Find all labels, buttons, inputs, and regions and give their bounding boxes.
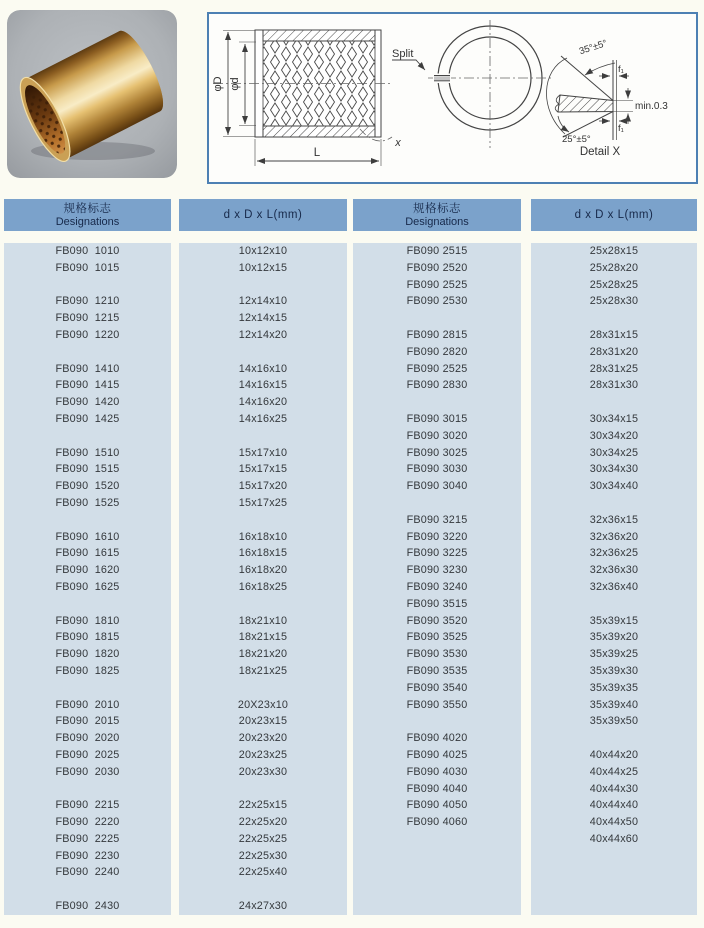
table-cell: FB090 2230 [55, 849, 120, 862]
table-cell: FB090 1810 [55, 614, 120, 627]
table-cell: 30x34x20 [589, 429, 639, 442]
table-cell: 15x17x15 [238, 463, 288, 476]
table-cell [353, 831, 521, 848]
table-cell: 40x44x25 [589, 765, 639, 778]
table-cell: FB090 1215 [55, 312, 120, 325]
header-en: Designations [55, 215, 120, 228]
table-cell: FB090 1425 [55, 412, 120, 425]
table-cell: FB090 4060 [406, 816, 468, 829]
table-cell: 18x21x25 [238, 664, 288, 677]
table-cell: 35x39x20 [589, 631, 639, 644]
column-header-designations-left [4, 199, 171, 231]
table-cell: FB090 2220 [55, 816, 120, 829]
table-cell: 30x34x40 [589, 480, 639, 493]
table-cell: FB090 3215 [406, 513, 468, 526]
table-cell: 22x25x25 [238, 832, 288, 845]
table-cell: 28x31x30 [589, 379, 639, 392]
table-cell: 14x16x25 [238, 412, 288, 425]
table-cell: FB090 2015 [55, 715, 120, 728]
table-cell: 20x23x30 [238, 765, 288, 778]
table-cell: FB090 2020 [55, 732, 120, 745]
column-header-designations-right [353, 199, 521, 231]
table-cell [179, 596, 347, 613]
table-cell [353, 713, 521, 730]
table-cell: 15x17x25 [238, 496, 288, 509]
table-column-designations-left [4, 243, 171, 915]
table-cell: FB090 2525 [406, 278, 468, 291]
table-cell: 25x28x30 [589, 295, 639, 308]
table-cell: 35x39x15 [589, 614, 639, 627]
table-cell [353, 881, 521, 898]
table-column-dimensions-right [531, 243, 697, 915]
table-cell: FB090 1220 [55, 328, 120, 341]
table-cell: 35x39x30 [589, 664, 639, 677]
detail-caption: Detail X [579, 146, 621, 158]
table-cell: FB090 3240 [406, 580, 468, 593]
length-label: L [313, 147, 321, 159]
table-cell [353, 394, 521, 411]
table-cell: FB090 3025 [406, 446, 468, 459]
table-cell: 16x18x20 [238, 564, 288, 577]
table-cell: 40x44x60 [589, 832, 639, 845]
table-cell: FB090 4020 [406, 732, 468, 745]
table-cell: 10x12x10 [238, 245, 288, 257]
table-cell: FB090 4040 [406, 782, 468, 795]
section-view [212, 30, 401, 166]
table-cell: FB090 1210 [55, 295, 120, 308]
min-depth-label: min.0.3 [635, 101, 668, 112]
table-cell: 32x36x30 [589, 564, 639, 577]
technical-drawing-panel [207, 12, 698, 184]
table-cell: FB090 3030 [406, 463, 468, 476]
table-cell: FB090 3520 [406, 614, 468, 627]
table-cell: 22x25x30 [238, 849, 288, 862]
table-cell: 28x31x15 [589, 328, 639, 341]
table-cell: 12x14x20 [238, 328, 288, 341]
table-cell: FB090 3220 [406, 530, 468, 543]
table-cell: FB090 2520 [406, 261, 468, 274]
table-cell [179, 344, 347, 361]
table-cell: 28x31x25 [589, 362, 639, 375]
header-dim: d x D x L(mm) [574, 209, 654, 221]
table-cell: 30x34x30 [589, 463, 639, 476]
table-cell [4, 781, 171, 798]
table-cell [4, 596, 171, 613]
table-cell: FB090 2010 [55, 698, 120, 711]
table-cell: FB090 1820 [55, 648, 120, 661]
table-cell: FB090 2025 [55, 748, 120, 761]
table-cell: FB090 3550 [406, 698, 468, 711]
table-column-designations-right [353, 243, 521, 915]
table-cell: FB090 3225 [406, 547, 468, 560]
phi-d-label: φd [229, 77, 241, 91]
table-cell: FB090 1410 [55, 362, 120, 375]
ring-view [392, 20, 552, 148]
table-cell: 20X23x10 [237, 698, 289, 711]
table-cell: FB090 1510 [55, 446, 120, 459]
table-cell: FB090 2430 [55, 900, 120, 913]
table-cell: 20x23x15 [238, 715, 288, 728]
table-cell: 32x36x25 [589, 547, 639, 560]
table-cell: 25x28x25 [589, 278, 639, 291]
table-cell: 32x36x15 [589, 513, 639, 526]
table-cell: FB090 3535 [406, 664, 468, 677]
table-cell: FB090 2530 [406, 295, 468, 308]
table-cell: FB090 1010 [55, 245, 120, 257]
phi-D-label: φD [212, 76, 224, 92]
table-cell: FB090 4025 [406, 748, 468, 761]
table-cell [4, 428, 171, 445]
table-cell: FB090 1520 [55, 480, 120, 493]
table-cell [531, 730, 697, 747]
table-cell: 40x44x50 [589, 816, 639, 829]
table-cell [4, 881, 171, 898]
table-cell [179, 428, 347, 445]
table-cell: 18x21x20 [238, 648, 288, 661]
table-cell: FB090 2225 [55, 832, 120, 845]
table-cell: 40x44x30 [589, 782, 639, 795]
table-cell: FB090 1415 [55, 379, 120, 392]
table-cell: FB090 3525 [406, 631, 468, 644]
f-top-label: f₁ [618, 64, 624, 75]
table-cell: FB090 2820 [406, 345, 468, 358]
table-cell [179, 277, 347, 294]
table-cell: FB090 2030 [55, 765, 120, 778]
table-cell: 35x39x35 [589, 681, 639, 694]
header-cn: 规格标志 [63, 202, 112, 215]
table-cell: FB090 1615 [55, 547, 120, 560]
table-cell: FB090 4030 [406, 765, 468, 778]
table-cell [179, 781, 347, 798]
table-cell: 14x16x10 [238, 362, 288, 375]
table-cell: 14x16x20 [238, 396, 288, 409]
table-cell: FB090 1515 [55, 463, 120, 476]
table-cell: FB090 2830 [406, 379, 468, 392]
table-cell [531, 881, 697, 898]
header-dim: d x D x L(mm) [223, 209, 303, 221]
table-cell [4, 680, 171, 697]
table-cell: 22x25x40 [238, 866, 288, 879]
table-cell: FB090 1815 [55, 631, 120, 644]
table-cell [179, 881, 347, 898]
table-cell: 18x21x15 [238, 631, 288, 644]
table-cell: 14x16x15 [238, 379, 288, 392]
angle-bottom-label: 25°±5° [562, 134, 591, 145]
table-cell: FB090 2215 [55, 799, 120, 812]
table-cell: FB090 1825 [55, 664, 120, 677]
table-cell: 25x28x15 [589, 245, 639, 257]
table-cell: 35x39x40 [589, 698, 639, 711]
table-column-dimensions-left [179, 243, 347, 915]
table-cell: FB090 1420 [55, 396, 120, 409]
column-header-dimensions-right [531, 199, 697, 231]
table-cell: 22x25x15 [238, 799, 288, 812]
table-cell: FB090 3515 [406, 597, 468, 610]
product-photo [7, 10, 177, 178]
table-cell: 32x36x20 [589, 530, 639, 543]
table-cell: 20x23x25 [238, 748, 288, 761]
table-cell: 24x27x30 [238, 900, 288, 913]
table-cell [4, 512, 171, 529]
table-cell: 35x39x50 [589, 715, 639, 728]
table-cell: 20x23x20 [238, 732, 288, 745]
table-cell: 28x31x20 [589, 345, 639, 358]
table-cell [353, 848, 521, 865]
table-cell: 30x34x25 [589, 446, 639, 459]
table-cell [4, 277, 171, 294]
table-cell: FB090 3040 [406, 480, 468, 493]
table-cell: FB090 2240 [55, 866, 120, 879]
table-cell: FB090 1525 [55, 496, 120, 509]
table-cell: FB090 3015 [406, 412, 468, 425]
table-cell: 16x18x15 [238, 547, 288, 560]
table-cell: FB090 1625 [55, 580, 120, 593]
table-cell: 16x18x25 [238, 580, 288, 593]
table-cell: FB090 1610 [55, 530, 120, 543]
bronze-bushing-image [7, 10, 177, 178]
table-cell: 12x14x15 [238, 312, 288, 325]
table-cell: FB090 3530 [406, 648, 468, 661]
table-cell: FB090 1620 [55, 564, 120, 577]
table-cell: FB090 3540 [406, 681, 468, 694]
header-cn: 规格标志 [413, 202, 461, 215]
table-cell [531, 310, 697, 327]
table-cell: 35x39x25 [589, 648, 639, 661]
table-cell: 32x36x40 [589, 580, 639, 593]
table-cell: 40x44x20 [589, 748, 639, 761]
table-cell: FB090 2515 [406, 245, 468, 257]
column-header-dimensions-left [179, 199, 347, 231]
table-cell: 30x34x15 [589, 412, 639, 425]
table-cell [353, 864, 521, 881]
table-cell: 15x17x10 [238, 446, 288, 459]
header-en: Designations [405, 215, 469, 228]
table-cell [531, 848, 697, 865]
table-cell [531, 898, 697, 915]
table-cell: 25x28x20 [589, 261, 639, 274]
detail-callout-label: x [395, 137, 401, 149]
table-cell: 18x21x10 [238, 614, 288, 627]
technical-drawing [209, 14, 696, 182]
table-cell: FB090 2815 [406, 328, 468, 341]
table-cell [531, 596, 697, 613]
table-cell: FB090 2525 [406, 362, 468, 375]
table-cell: FB090 3230 [406, 564, 468, 577]
table-cell: 15x17x20 [238, 480, 288, 493]
angle-top-label: 35°±5° [577, 37, 609, 58]
table-cell [353, 495, 521, 512]
table-cell [531, 864, 697, 881]
split-label: Split [392, 48, 414, 60]
table-cell: 16x18x10 [238, 530, 288, 543]
table-cell: FB090 1015 [55, 261, 120, 274]
table-cell: 40x44x40 [589, 799, 639, 812]
table-cell [179, 512, 347, 529]
table-cell [353, 898, 521, 915]
table-cell [353, 310, 521, 327]
table-cell [179, 680, 347, 697]
table-cell: 12x14x10 [238, 295, 288, 308]
table-cell: 22x25x20 [238, 816, 288, 829]
table-cell: FB090 4050 [406, 799, 468, 812]
table-cell [4, 344, 171, 361]
detail-x-view [546, 38, 668, 158]
table-cell [531, 495, 697, 512]
table-cell: 10x12x15 [238, 261, 288, 274]
table-cell [531, 394, 697, 411]
f-bottom-label: f₁ [618, 123, 624, 134]
table-cell: FB090 3020 [406, 429, 468, 442]
